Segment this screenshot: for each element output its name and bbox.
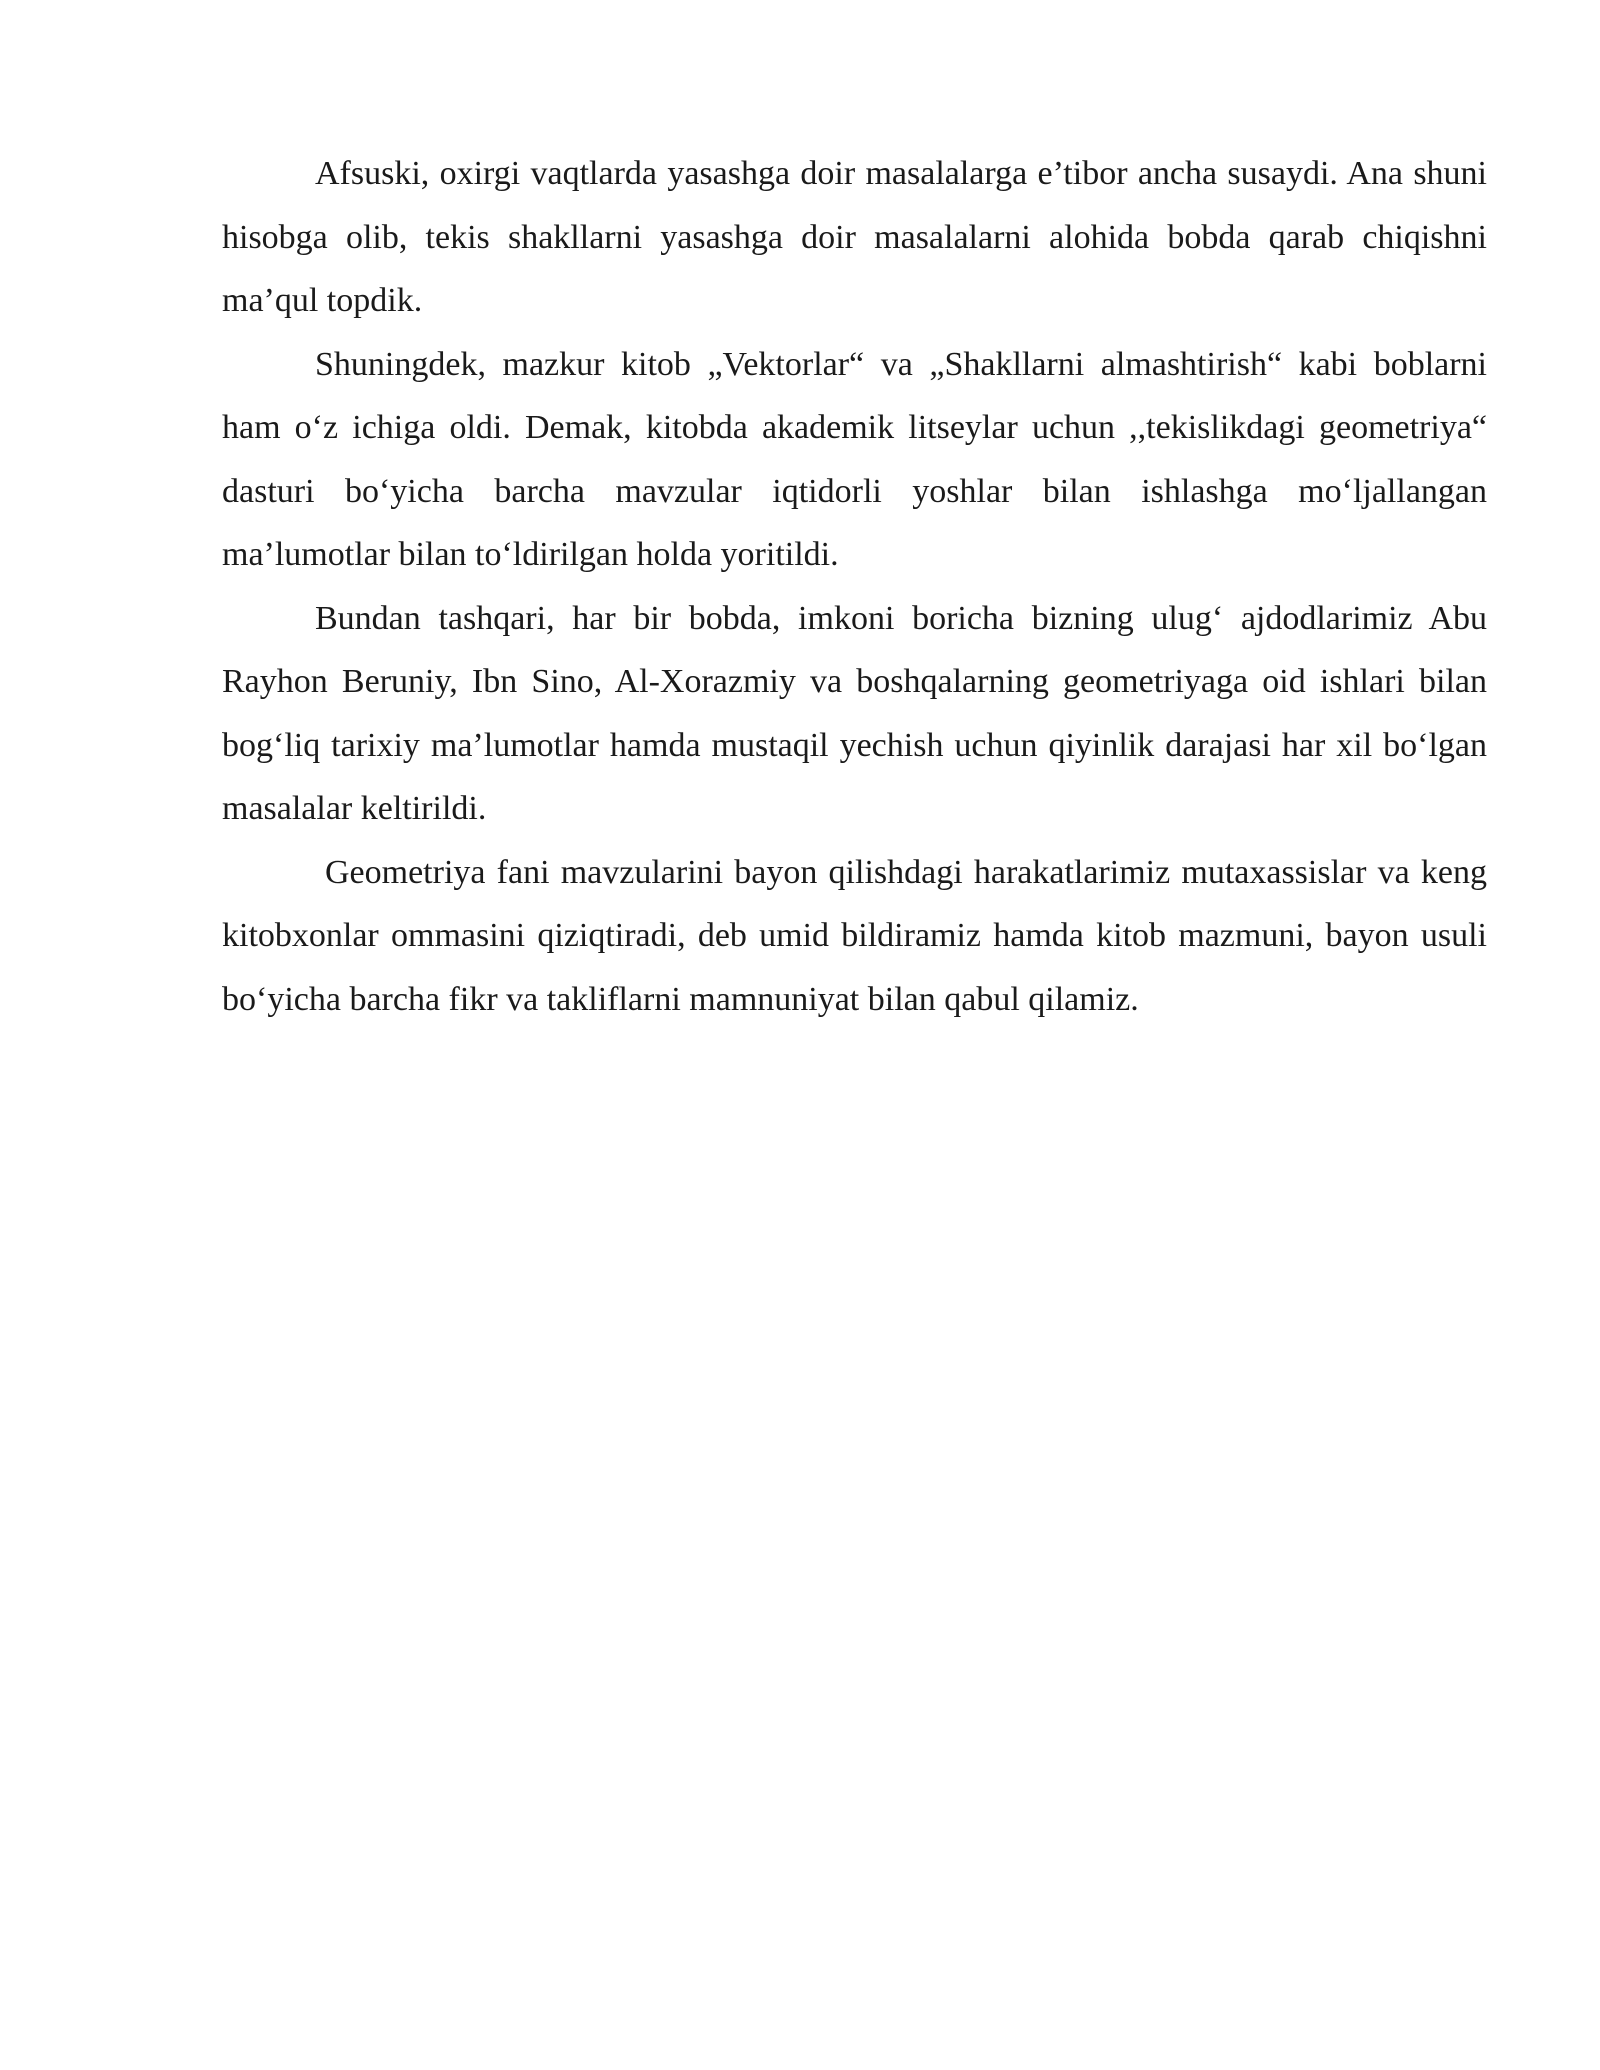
paragraph-3: Bundan tashqari, har bir bobda, imkoni boricha bizning ulug‘ ajdodlarimiz Abu Rayhon Beruniy, Ibn Sino, Al-Xorazmiy va boshqalarning geometriyaga oid ishlari bilan bog‘liq tarixiy ma’lumotlar hamda mustaqil yechish uchun qiyinlik darajasi har xil bo‘lgan masalalar keltirildi. [222, 599, 1487, 827]
paragraph-4: Geometriya fani mavzularini bayon qilishdagi harakatlarimiz mutaxassislar va keng kitobxonlar ommasini qiziqtiradi, deb umid bildiramiz hamda kitob mazmuni, bayon usuli bo‘yicha barcha fikr va takliflarni mamnuniyat bilan qabul qilamiz. [222, 853, 1487, 1018]
paragraph-1: Afsuski, oxirgi vaqtlarda yasashga doir masalalarga e’tibor ancha susaydi. Ana shuni hisobga olib, tekis shakllarni yasashga doir masalalarni alohida bobda qarab chiqishni ma’qul topdik. [222, 155, 1487, 319]
document-body [222, 142, 1487, 1031]
paragraph-2: Shuningdek, mazkur kitob „Vektorlar“ va „Shakllarni almashtirish“ kabi boblarni ham o‘z ichiga oldi. Demak, kitobda akademik litseylar uchun ,,tekislikdagi geometriya“ dasturi bo‘yicha barcha mavzular iqtidorli yoshlar bilan ishlashga mo‘ljallangan ma’lumotlar bilan to‘ldirilgan holda yoritildi. [222, 345, 1487, 573]
